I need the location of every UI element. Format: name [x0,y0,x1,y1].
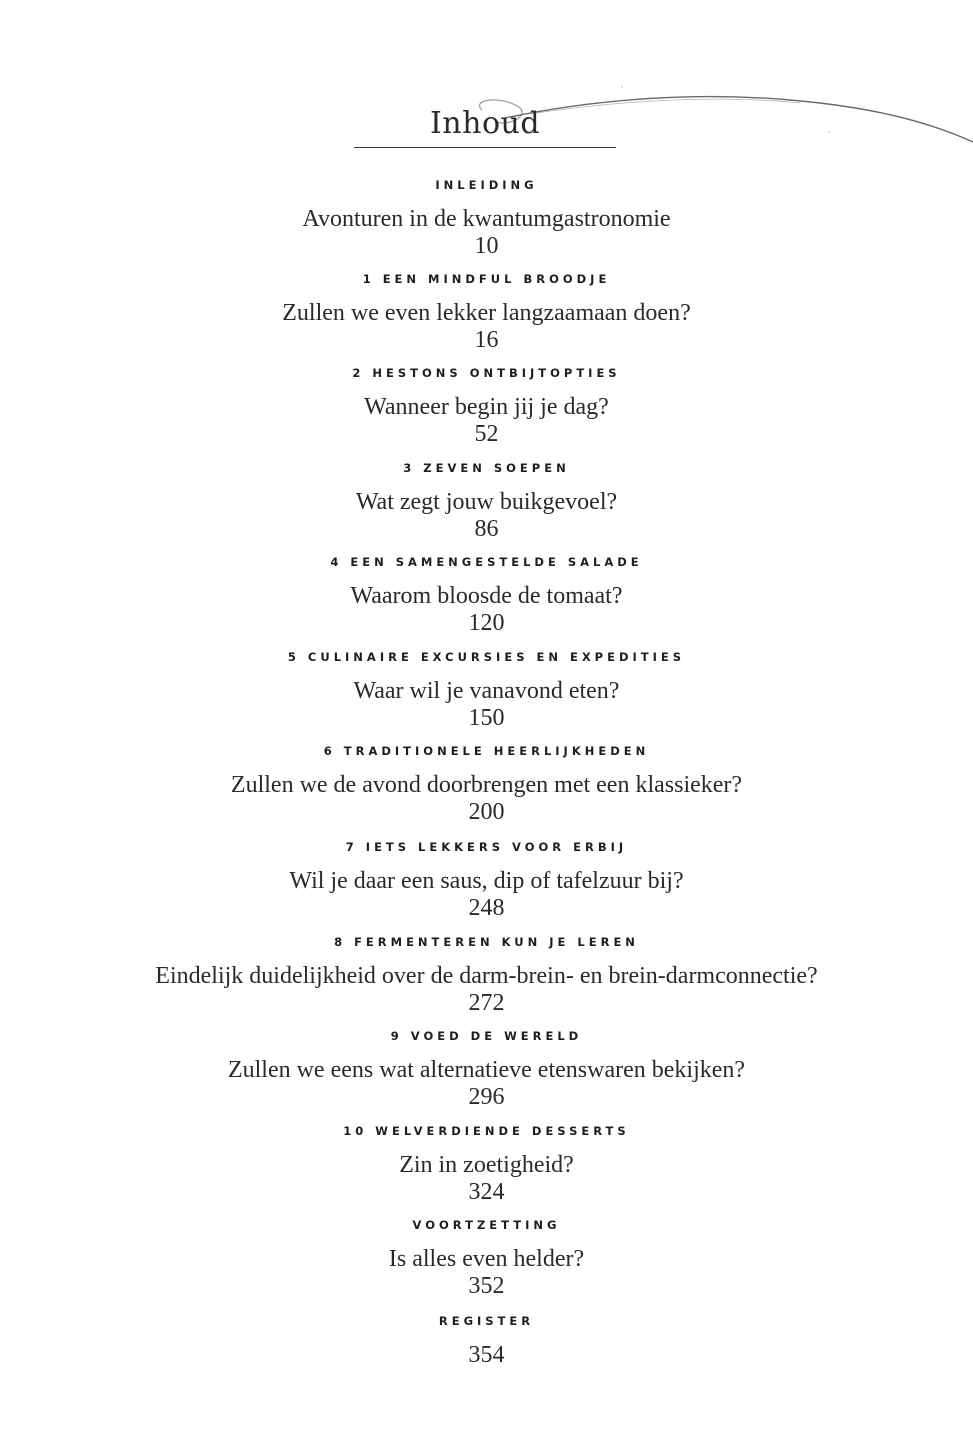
toc-entry-intro [0,176,973,260]
section-label: 10 WELVERDIENDE DESSERTS [343,1124,630,1138]
section-subtitle: Is alles even helder? [388,1246,585,1272]
page-number: 200 [468,799,505,825]
toc-entry-chapter-8 [0,933,973,1017]
section-subtitle: Zin in zoetigheid? [399,1152,574,1178]
section-label: 7 IETS LEKKERS VOOR ERBIJ [345,840,628,854]
toc-entry-chapter-4 [0,553,973,637]
toc-entry-register [0,1312,973,1369]
section-subtitle: Avonturen in de kwantumgastronomie [302,206,671,232]
page-number: 296 [468,1084,505,1110]
toc-entry-chapter-2 [0,364,973,448]
page-number: 52 [474,421,499,447]
page-number: 120 [468,610,505,636]
section-label: 8 FERMENTEREN KUN JE LEREN [334,935,639,949]
section-subtitle: Wil je daar een saus, dip of tafelzuur bij? [289,868,684,894]
section-label: REGISTER [438,1314,535,1328]
section-label: 2 HESTONS ONTBIJTOPTIES [352,366,621,380]
toc-entry-chapter-6 [0,742,973,826]
section-subtitle: Waar wil je vanavond eten? [353,678,620,704]
section-label: 3 ZEVEN SOEPEN [403,461,570,475]
section-label: INLEIDING [435,178,538,192]
page-number: 352 [468,1273,505,1299]
toc-entry-chapter-10 [0,1122,973,1206]
page-number: 354 [468,1342,505,1368]
page-title: Inhoud [429,106,541,141]
page-number: 272 [468,990,505,1016]
page-number: 16 [474,327,499,353]
toc-entry-chapter-9 [0,1027,973,1111]
page-number: 10 [474,233,499,259]
toc-entry-continuation [0,1216,973,1300]
section-label: 6 TRADITIONELE HEERLIJKHEDEN [323,744,650,758]
page-number: 248 [468,895,505,921]
section-subtitle: Wanneer begin jij je dag? [364,394,609,420]
toc-entry-chapter-5 [0,648,973,732]
toc-entry-chapter-3 [0,459,973,543]
section-subtitle: Zullen we de avond doorbrengen met een klassieker? [230,772,743,798]
section-label: 5 CULINAIRE EXCURSIES EN EXPEDITIES [287,650,686,664]
title-underline [354,147,616,148]
section-subtitle: Waarom bloosde de tomaat? [350,583,623,609]
section-subtitle: Wat zegt jouw buikgevoel? [355,489,618,515]
toc-entry-chapter-7 [0,838,973,922]
toc-entry-chapter-1 [0,270,973,354]
section-label: VOORTZETTING [412,1218,561,1232]
pencil-swoosh-decoration [0,0,973,200]
section-label: 1 EEN MINDFUL BROODJE [362,272,611,286]
page-number: 324 [468,1179,505,1205]
page-number: 150 [468,705,505,731]
section-subtitle: Zullen we eens wat alternatieve etenswaren bekijken? [227,1057,746,1083]
section-label: 9 VOED DE WERELD [390,1029,583,1043]
section-label: 4 EEN SAMENGESTELDE SALADE [330,555,643,569]
section-subtitle: Zullen we even lekker langzaamaan doen? [282,300,691,326]
section-subtitle: Eindelijk duidelijkheid over de darm-brein- en brein-darmconnectie? [155,963,818,989]
page-number: 86 [474,516,499,542]
